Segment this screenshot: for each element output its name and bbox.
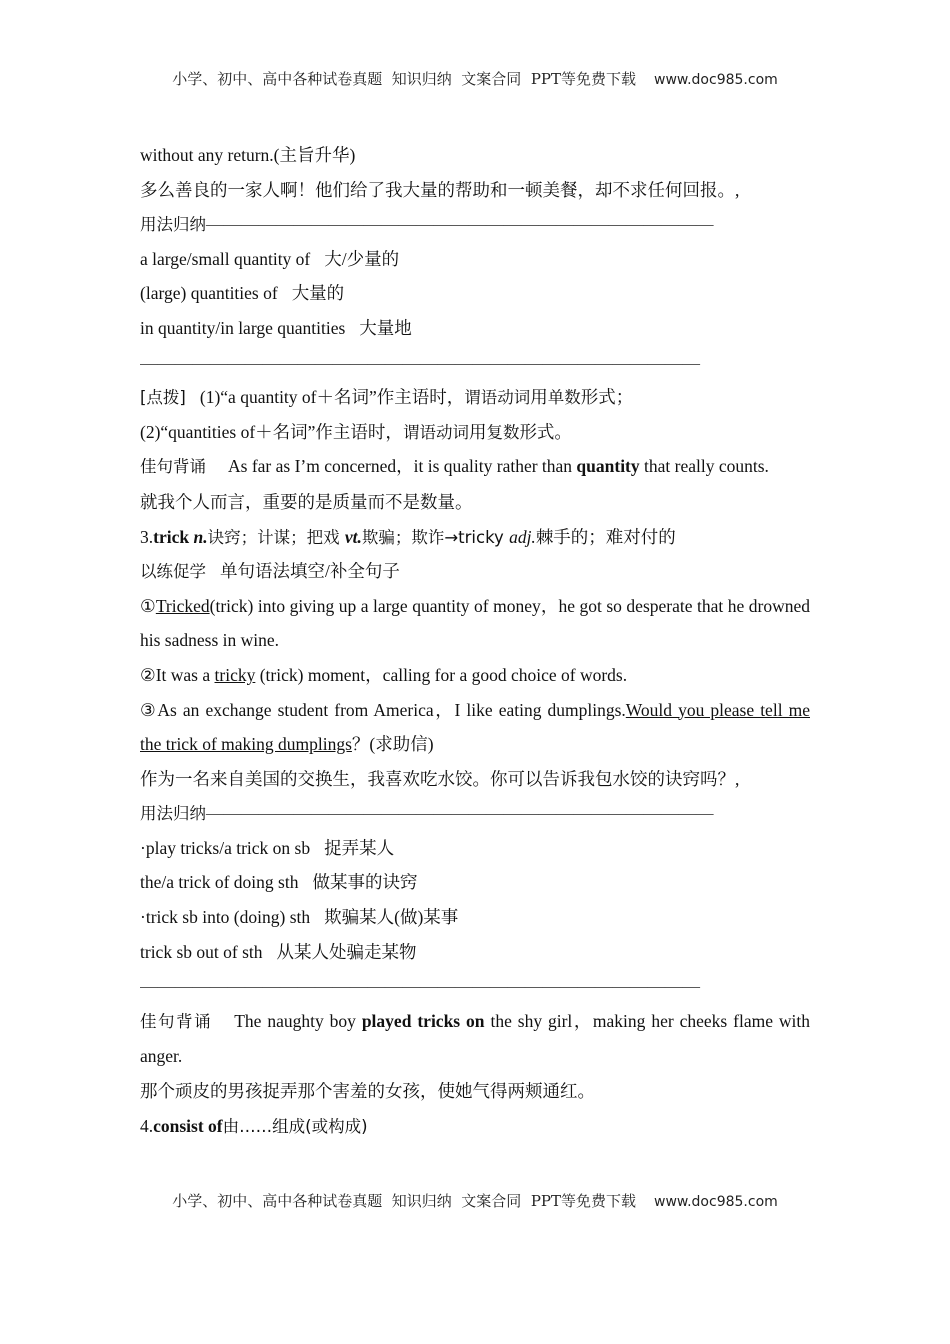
vocab-item-heading [140, 1109, 810, 1144]
usage-item [140, 935, 810, 970]
example-sentence [140, 1004, 810, 1074]
phrase-zh: 做某事的诀窍 [312, 872, 418, 893]
usage-title: 用法归纳 [140, 804, 206, 824]
example-label: 佳句背诵 [140, 457, 206, 477]
exercise-question [140, 658, 810, 693]
example-text: the shy girl，making her cheeks flame with anger. [140, 1010, 810, 1067]
main-content [140, 138, 810, 1143]
phrase-zh: 捉弄某人 [324, 837, 395, 858]
tip-text: 谓语动词 [464, 388, 531, 408]
example-keyword: played tricks on [361, 1010, 485, 1031]
divider-rule: ————————————————————————————— [206, 214, 714, 235]
phrase-zh: 大量地 [359, 317, 412, 338]
usage-item [140, 242, 810, 277]
phrase-zh: 欺骗某人(做)某事 [324, 907, 459, 928]
phrase-zh: 从某人处骗走某物 [276, 941, 417, 962]
answer-text: Would you please tell me the trick of making dumplings [140, 699, 810, 755]
tip-text: (1)“a quantity of＋名词”作主语时， [199, 387, 465, 408]
answer-text: Tricked [155, 595, 210, 616]
item-number: 3. [140, 526, 154, 547]
header-url[interactable]: www.doc985.com [654, 72, 778, 88]
translation: 那个顽皮的男孩捉弄那个害羞的女孩，使她气得两颊通红。 [140, 1081, 595, 1102]
tip-text: 谓语动词 [402, 422, 469, 442]
part-of-speech: adj. [509, 526, 536, 547]
tip-text: 用 [468, 421, 487, 442]
definition: 欺骗；欺诈→tricky [361, 527, 510, 547]
usage-heading [140, 796, 810, 831]
tip-text: 形式。 [519, 421, 572, 442]
practice-label: 以练促学 [140, 562, 206, 582]
usage-item [140, 311, 810, 346]
text-line: without any return.(主旨升华) [140, 145, 356, 165]
example-label: 佳句背诵 [140, 1011, 213, 1031]
tip-label: [点拨] [140, 388, 186, 408]
phrase-en: in quantity/in large quantities [140, 317, 346, 338]
practice-text: 单句语法填空/补全句子 [220, 561, 400, 582]
tip-line [140, 380, 810, 415]
phrase-en: trick sb out of sth [140, 941, 263, 962]
vocab-word: consist of [153, 1115, 223, 1136]
usage-title: 用法归纳 [140, 215, 206, 235]
footer-url[interactable]: www.doc985.com [654, 1194, 778, 1210]
header-text: 小学、初中、高中各种试卷真题 知识归纳 文案合同 PPT等免费下载 [172, 70, 637, 88]
divider-rule: ———————————————————————————————— [140, 976, 700, 997]
phrase-zh: 大量的 [291, 283, 345, 304]
usage-item [140, 900, 810, 935]
exercise-question [140, 589, 810, 658]
divider-rule: ————————————————————————————— [206, 803, 714, 824]
practice-heading [140, 554, 810, 589]
page-header [0, 68, 950, 89]
page-footer [0, 1190, 950, 1211]
tip-line [140, 415, 810, 450]
tip-text: 复数 [486, 422, 520, 442]
question-text: As an exchange student from America，I like eating dumplings. [157, 699, 626, 720]
translation: 就我个人而言，重要的是质量而不是数量。 [140, 491, 473, 512]
phrase-zh: 大/少量的 [324, 248, 400, 269]
question-number: ① [140, 595, 156, 616]
usage-item [140, 865, 810, 900]
text-line: 多么善良的一家人啊！他们给了我大量的帮助和一顿美餐，却不求任何回报。, [140, 179, 740, 200]
part-of-speech: vt. [344, 526, 362, 547]
part-of-speech: n. [193, 526, 208, 547]
tip-text: 单数 [547, 388, 581, 408]
tip-text: 形式； [580, 387, 634, 408]
divider-rule: ———————————————————————————————— [140, 352, 700, 373]
definition: 棘手的；难对付的 [535, 526, 676, 547]
question-number: ③ [140, 699, 158, 720]
item-number: 4. [140, 1115, 154, 1136]
question-text: It was a [155, 664, 215, 685]
usage-item [140, 276, 810, 311]
example-text: The naughty boy [234, 1010, 362, 1031]
usage-item [140, 831, 810, 866]
phrase-en: ·play tricks/a trick on sb [140, 837, 311, 858]
phrase-en: a large/small quantity of [140, 248, 311, 269]
phrase-en: ·trick sb into (doing) sth [140, 907, 311, 928]
phrase-en: (large) quantities of [140, 283, 278, 304]
phrase-en: the/a trick of doing sth [140, 872, 299, 893]
vocab-item-heading [140, 520, 810, 555]
example-text: As far as I’m concerned，it is quality rather than [228, 456, 577, 477]
tip-text: 用 [530, 387, 548, 408]
question-text: (trick) moment，calling for a good choice of words. [255, 664, 628, 685]
usage-heading [140, 207, 810, 242]
definition: 诀窍；计谋；把戏 [207, 527, 345, 547]
vocab-word: trick [153, 526, 194, 547]
example-keyword: quantity [576, 456, 640, 477]
question-text: ？(求助信) [351, 734, 434, 755]
question-number: ② [140, 664, 156, 685]
example-text: that really counts. [639, 456, 769, 477]
example-sentence [140, 449, 810, 485]
answer-text: tricky [214, 664, 256, 685]
tip-text: (2)“quantities of＋名词”作主语时， [140, 421, 403, 442]
definition: 由……组成(或构成) [222, 1116, 368, 1136]
exercise-question [140, 693, 810, 762]
footer-text: 小学、初中、高中各种试卷真题 知识归纳 文案合同 PPT等免费下载 [172, 1192, 637, 1210]
question-text: (trick) into giving up a large quantity of money，he got so desperate that he drowned his sadness in wine. [140, 595, 810, 651]
translation: 作为一名来自美国的交换生，我喜欢吃水饺。你可以告诉我包水饺的诀窍吗？, [140, 768, 740, 789]
